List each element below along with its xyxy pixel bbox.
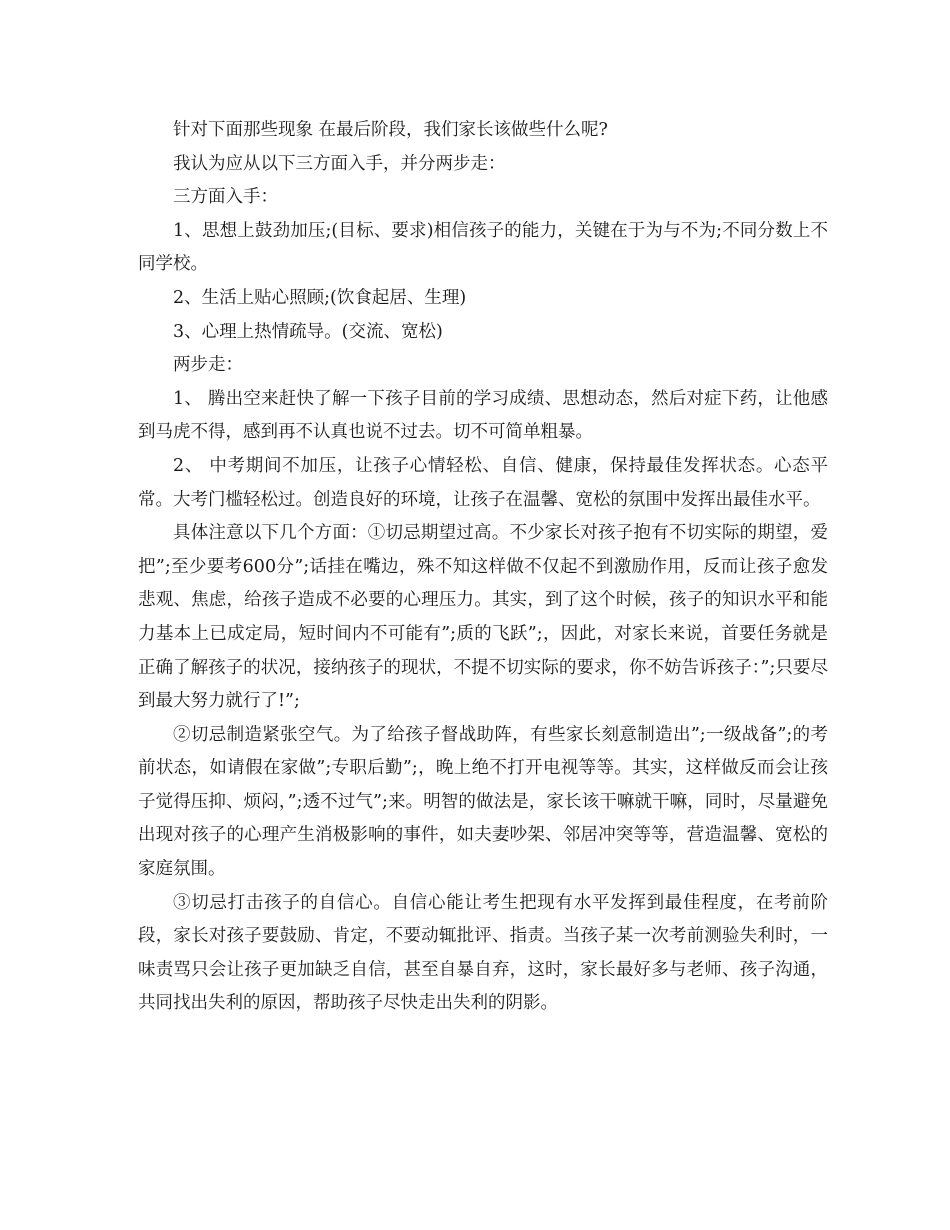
paragraph-two-steps-heading: 两步走： — [173, 355, 243, 376]
paragraph-aspect-3: 3、心理上热情疏导。(交流、宽松) — [173, 321, 443, 342]
paragraph-three-aspects-heading: 三方面入手： — [173, 187, 278, 208]
paragraph-question: 针对下面那些现象 在最后阶段，我们家长该做些什么呢? — [173, 120, 608, 140]
paragraph-note-1: 具体注意以下几个方面：①切忌期望过高。不少家长对孩子抱有不切实际的期望，爱把”;至少要考600分”;话挂在嘴边，殊不知这样做不仅起不到激励作用，反而让孩子愈发悲观、焦虑，给孩子造成不必要的心理压力。其实，到了这个时候，孩子的知识水平和能力基本上已成定局，短时间内不可能有”;质的飞跃”;，因此，对家长来说，首要任务就是正确了解孩子的状况，接纳孩子的现状，不提不切实际的要求，你不妨告诉孩子：”;只要尽到最大努力就行了!”; — [138, 523, 828, 712]
paragraph-note-3: ③切忌打击孩子的自信心。自信心能让考生把现有水平发挥到最佳程度，在考前阶段，家长对孩子要鼓励、肯定，不要动辄批评、指责。当孩子某一次考前测验失利时，一味责骂只会让孩子更加缺乏自信，甚至自暴自弃，这时，家长最好多与老师、孩子沟通，共同找出失利的原因，帮助孩子尽快走出失利的阴影。 — [138, 892, 828, 1014]
paragraph-aspect-1: 1、思想上鼓劲加压;(目标、要求)相信孩子的能力，关键在于为与不为;不同分数上不同学校。 — [138, 220, 828, 275]
paragraph-step-2: 2、 中考期间不加压，让孩子心情轻松、自信、健康，保持最佳发挥状态。心态平常。大考门槛轻松过。创造良好的环境，让孩子在温馨、宽松的氛围中发挥出最佳水平。 — [138, 455, 828, 510]
paragraph-note-2: ②切忌制造紧张空气。为了给孩子督战助阵，有些家长刻意制造出”;一级战备”;的考前状态，如请假在家做”;专职后勤”;，晚上绝不打开电视等等。其实，这样做反而会让孩子觉得压抑、烦闷，”;透不过气”;来。明智的做法是，家长该干嘛就干嘛，同时，尽量避免出现对孩子的心理产生消极影响的事件，如夫妻吵架、邻居冲突等等，营造温馨、宽松的家庭氛围。 — [138, 724, 828, 880]
paragraph-aspect-2: 2、生活上贴心照顾;(饮食起居、生理) — [173, 287, 467, 308]
paragraph-approach: 我认为应从以下三方面入手，并分两步走： — [173, 153, 506, 174]
document-body — [138, 114, 828, 1021]
paragraph-step-1: 1、 腾出空来赶快了解一下孩子目前的学习成绩、思想动态，然后对症下药，让他感到马虎不得，感到再不认真也说不过去。切不可简单粗暴。 — [138, 388, 828, 443]
